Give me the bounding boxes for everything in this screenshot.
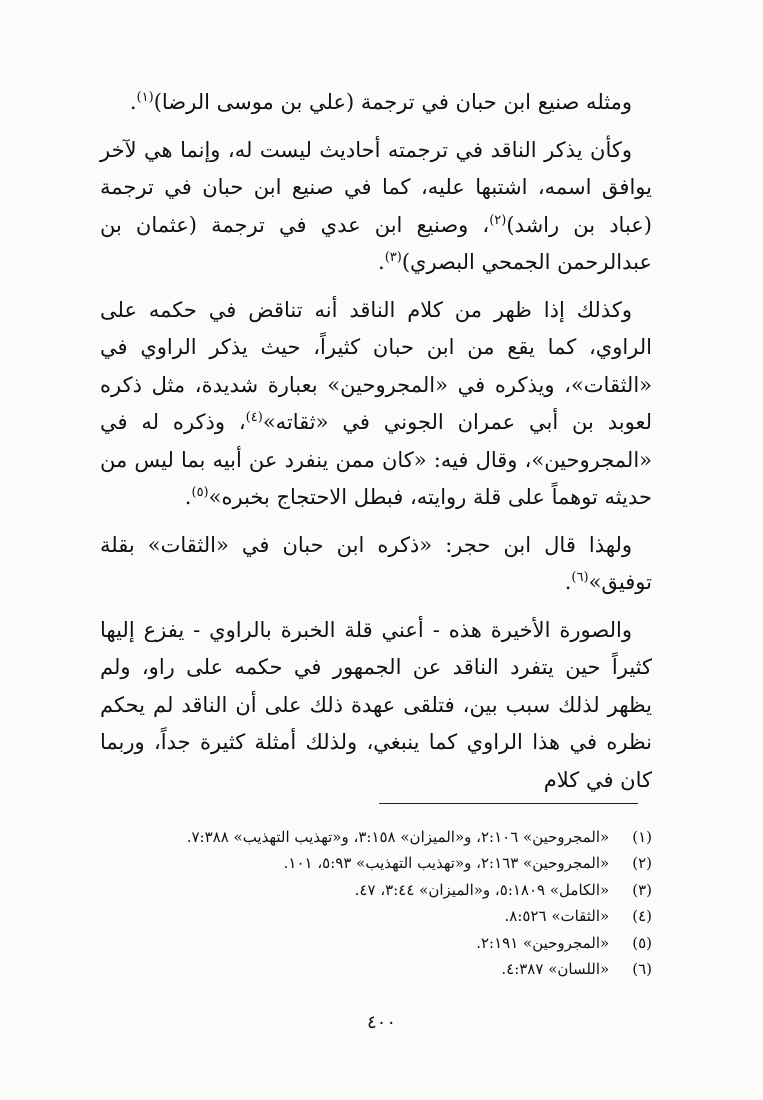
footnote-text: «المجروحين» ٢:١٦٣، و«تهذيب التهذيب» ٥:٩٣، ١٠١. bbox=[283, 854, 610, 873]
page-number: ٤٠٠ bbox=[366, 1012, 396, 1033]
footnote-number: (٢) bbox=[632, 854, 652, 873]
footnote-reference: (٣) bbox=[384, 250, 402, 265]
footnote-reference: (٤) bbox=[245, 410, 263, 425]
footnote-text: «الثقات» ٨:٥٢٦. bbox=[504, 907, 610, 926]
paragraph bbox=[100, 84, 652, 122]
footnote-number: (٥) bbox=[632, 933, 652, 952]
footnote-reference: (١) bbox=[136, 90, 154, 105]
paragraph-text: ومثله صنيع ابن حبان في ترجمة (علي بن موسى الرضا) bbox=[153, 90, 632, 114]
footnote-text: «المجروحين» ٢:١٠٦، و«الميزان» ٣:١٥٨، و«تهذيب التهذيب» ٧:٣٨٨. bbox=[186, 828, 610, 846]
footnote-item bbox=[100, 877, 652, 903]
paragraph-text: ولهذا قال ابن حجر: «ذكره ابن حبان في «الثقات» بقلة توفيق» bbox=[100, 532, 652, 594]
paragraph-text-tail: . bbox=[564, 570, 572, 594]
paragraph-text-tail: . bbox=[184, 485, 192, 509]
footnote-reference: (٦) bbox=[571, 570, 589, 585]
paragraph bbox=[100, 132, 652, 282]
footnote-number: (٦) bbox=[632, 959, 652, 978]
paragraph bbox=[100, 292, 652, 517]
footnote-number: (٤) bbox=[632, 907, 652, 926]
footnotes-list bbox=[100, 824, 652, 982]
paragraph-text-tail: . bbox=[129, 90, 137, 114]
footnote-reference: (٥) bbox=[191, 485, 209, 500]
footnote-item bbox=[100, 903, 652, 929]
footnote-item bbox=[100, 824, 652, 850]
footnote-separator bbox=[379, 803, 638, 804]
footnote-item bbox=[100, 930, 652, 956]
footnote-number: (٣) bbox=[632, 880, 652, 899]
footnote-item bbox=[100, 850, 652, 876]
footnote-number: (١) bbox=[632, 828, 652, 846]
footnote-item bbox=[100, 956, 652, 982]
paragraph-text: والصورة الأخيرة هذه - أعني قلة الخبرة بالراوي - يفزع إليها كثيراً حين يتفرد الناقد عن الجمهور في حكمه على راو، ولم يظهر لذلك سبب بين، فتلقى عهدة ذلك على أن الناقد لم يحكم نظره في هذا الراوي كما ينبغي، ولذلك أمثلة كثيرة جداً، وربما كان في كلام bbox=[100, 617, 652, 792]
paragraph-text-tail: ، وذكره له في «المجروحين»، وقال فيه: «كان ممن ينفرد عن أبيه بما ليس من حديثه توهماً على قلة روايته، فبطل الاحتجاج بخبره» bbox=[100, 410, 652, 509]
paragraph bbox=[100, 527, 652, 602]
footnote-reference: (٢) bbox=[489, 212, 507, 228]
paragraph-text: وكذلك إذا ظهر من كلام الناقد أنه تناقض في حكمه على الراوي، كما يقع من ابن حبان كثيراً، حيث يذكر الراوي في «الثقات»، ويذكره في «المجروحين» بعبارة شديدة، مثل ذكره لعوبد بن أبي عمران الجوني في «ثقاته» bbox=[100, 297, 652, 434]
paragraph-text: وكأن يذكر الناقد في ترجمته أحاديث ليست له، وإنما هي لآخر يوافق اسمه، اشتبها عليه، كما في صنيع ابن حبان في ترجمة (عباد بن راشد) bbox=[100, 137, 652, 237]
paragraph-text-tail: ، وصنيع ابن عدي في ترجمة (عثمان بن عبدالرحمن الجمحي البصري) bbox=[100, 212, 652, 274]
footnote-text: «اللسان» ٤:٣٨٧. bbox=[501, 959, 610, 978]
footnote-text: «المجروحين» ٢:١٩١. bbox=[476, 933, 610, 952]
main-text bbox=[100, 84, 652, 799]
paragraph-text-tail: . bbox=[378, 250, 385, 274]
paragraph bbox=[100, 612, 652, 800]
footnote-text: «الكامل» ٥:١٨٠٩، و«الميزان» ٣:٤٤، ٤٧. bbox=[354, 880, 610, 899]
